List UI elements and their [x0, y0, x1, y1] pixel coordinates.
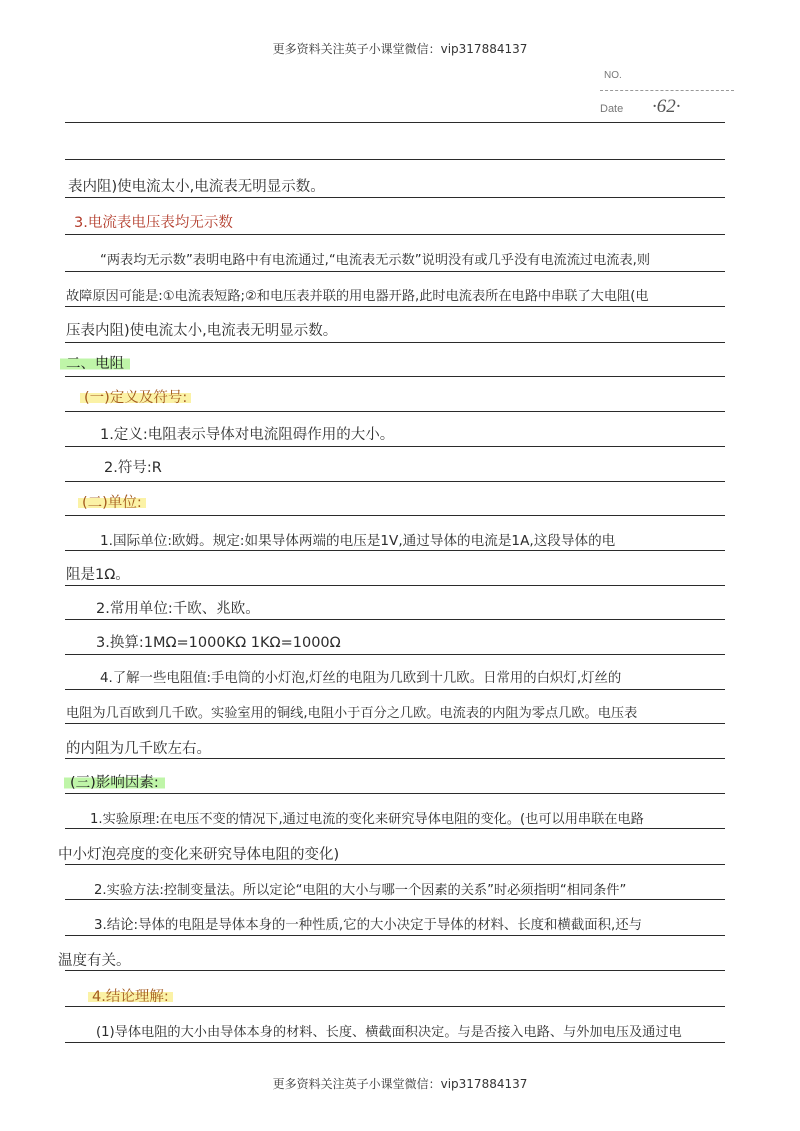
page-number-line: [600, 90, 734, 91]
ruled-line: [65, 271, 725, 272]
note-line: 2.符号:R: [104, 460, 162, 476]
note-line: “两表均无示数”表明电路中有电流通过,“电流表无示数”说明没有或几乎没有电流流过电流表,则: [100, 253, 651, 268]
note-line: 故障原因可能是:①电流表短路;②和电压表并联的用电器开路,此时电流表所在电路中串联了大电阻(电: [66, 289, 649, 304]
ruled-line: [65, 864, 725, 865]
note-line: 1.定义:电阻表示导体对电流阻碍作用的大小。: [100, 427, 395, 443]
note-line: 3.换算:1MΩ=1000KΩ 1KΩ=1000Ω: [96, 635, 341, 651]
note-line: 2.常用单位:千欧、兆欧。: [96, 601, 260, 617]
subsection-heading: [88, 988, 173, 1006]
subsection-heading-text: (二)单位:: [78, 495, 146, 511]
ruled-line: [65, 935, 725, 936]
subsection-heading-text: (三)影响因素:: [64, 775, 165, 791]
subsection-heading: [80, 389, 191, 407]
note-line: 1.国际单位:欧姆。规定:如果导体两端的电压是1V,通过导体的电流是1A,这段导体的电: [100, 533, 616, 549]
subsection-heading: [64, 774, 165, 792]
ruled-line: [65, 689, 725, 690]
ruled-line: [65, 481, 725, 482]
note-line: 4.了解一些电阻值:手电筒的小灯泡,灯丝的电阻为几欧到十几欧。日常用的白炽灯,灯丝的: [100, 671, 622, 686]
ruled-line: [65, 758, 725, 759]
ruled-line: [65, 446, 725, 447]
note-line: 1.实验原理:在电压不变的情况下,通过电流的变化来研究导体电阻的变化。(也可以用串联在电路: [90, 812, 644, 827]
ruled-line: [65, 197, 725, 198]
subsection-heading-text: 4.结论理解:: [88, 989, 173, 1005]
page-number-label: NO.: [604, 70, 622, 81]
date-label: Date: [600, 103, 624, 115]
chapter-heading: [60, 355, 130, 373]
note-line: 温度有关。: [58, 953, 131, 969]
ruled-line: [65, 1042, 725, 1043]
ruled-line: [65, 723, 725, 724]
ruled-line: [65, 585, 725, 586]
ruled-line: [65, 619, 725, 620]
note-line: 的内阻为几千欧左右。: [66, 741, 211, 757]
ruled-line: [65, 1006, 725, 1007]
date-value: ·62·: [652, 96, 681, 117]
section-heading: 3.电流表电压表均无示数: [74, 215, 233, 231]
subsection-heading: [78, 494, 146, 512]
note-line: 电阻为几百欧到几千欧。实验室用的铜线,电阻小于百分之几欧。电流表的内阻为零点几欧。电压表: [66, 706, 638, 721]
note-line: 阻是1Ω。: [66, 567, 130, 583]
ruled-line: [65, 159, 725, 160]
watermark-top: 更多资料关注英子小课堂微信：vip317884137: [272, 42, 528, 56]
ruled-line: [65, 550, 725, 551]
note-line: 压表内阻)使电流太小,电流表无明显示数。: [66, 323, 338, 339]
note-line: 中小灯泡亮度的变化来研究导体电阻的变化): [58, 847, 340, 863]
ruled-line: [65, 122, 725, 123]
ruled-line: [65, 654, 725, 655]
chapter-heading-text: 二、电阻: [60, 356, 130, 372]
ruled-line: [65, 306, 725, 307]
watermark-bottom: 更多资料关注英子小课堂微信：vip317884137: [272, 1077, 528, 1091]
note-line: 表内阻)使电流太小,电流表无明显示数。: [68, 179, 325, 195]
note-line: 3.结论:导体的电阻是导体本身的一种性质,它的大小决定于导体的材料、长度和横截面积,还与: [94, 918, 643, 933]
ruled-line: [65, 411, 725, 412]
subsection-heading-text: (一)定义及符号:: [80, 390, 191, 406]
ruled-line: [65, 793, 725, 794]
note-line: (1)导体电阻的大小由导体本身的材料、长度、横截面积决定。与是否接入电路、与外加电压及通过电: [96, 1025, 682, 1040]
ruled-line: [65, 376, 725, 377]
ruled-line: [65, 515, 725, 516]
ruled-line: [65, 970, 725, 971]
ruled-line: [65, 234, 725, 235]
ruled-line: [65, 342, 725, 343]
note-line: 2.实验方法:控制变量法。所以定论“电阻的大小与哪一个因素的关系”时必须指明“相同条件”: [94, 883, 627, 898]
